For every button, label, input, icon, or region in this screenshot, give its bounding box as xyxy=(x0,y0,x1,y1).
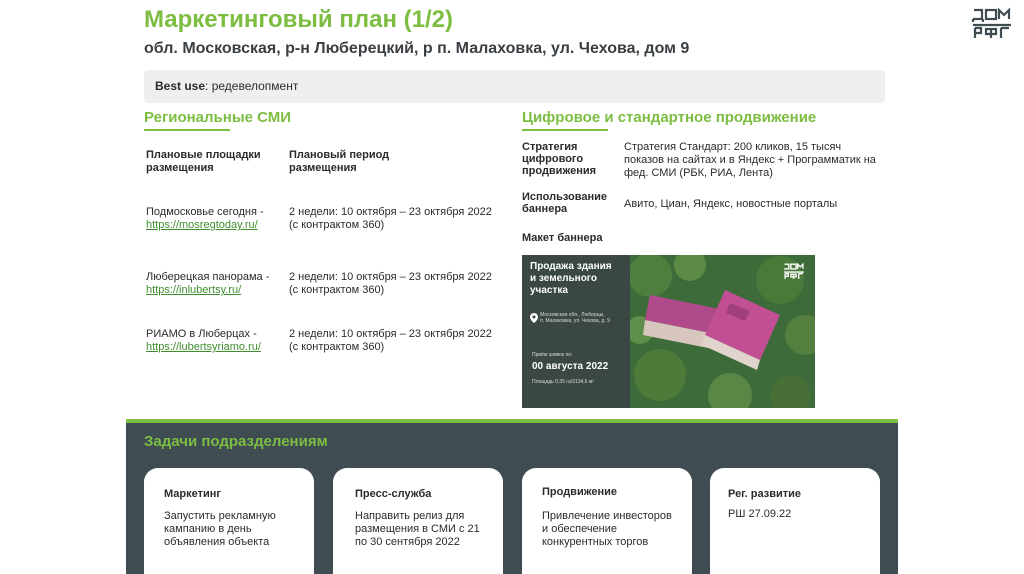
task-card-text-line: кампанию в день xyxy=(164,523,252,535)
location-pin-icon xyxy=(530,313,538,323)
strategy-label-line: Стратегия xyxy=(522,141,578,153)
task-card-press xyxy=(333,468,503,574)
page-title: Маркетинговый план (1/2) xyxy=(144,6,453,33)
strategy-label-line: цифрового xyxy=(522,153,584,165)
task-card-text xyxy=(355,510,495,549)
media-link[interactable]: https://inlubertsy.ru/ xyxy=(146,284,242,296)
task-card-title: Пресс-служба xyxy=(355,488,432,500)
task-card-marketing xyxy=(144,468,314,574)
tasks-panel xyxy=(126,419,898,574)
strategy-value-line: показов на сайтах и в Яндекс + Программатик на xyxy=(624,154,876,166)
banner-area: Площадь 0,35 га/3134,6 м² xyxy=(532,379,594,385)
task-card-text-line: по 30 сентября 2022 xyxy=(355,536,460,548)
best-use-separator: : xyxy=(205,79,212,93)
banner-heading-line: и земельного xyxy=(530,273,597,284)
strategy-value-line: Стратегия Стандарт: 200 кликов, 15 тысяч xyxy=(624,141,842,153)
digital-promo-title: Цифровое и стандартное продвижение xyxy=(522,109,817,126)
media-row-period xyxy=(289,206,492,232)
task-card-title: Рег. развитие xyxy=(728,488,802,500)
media-row-period xyxy=(289,328,492,354)
task-card-text xyxy=(728,508,868,521)
task-card-title: Продвижение xyxy=(542,486,618,498)
task-card-text xyxy=(164,510,304,549)
task-card-text xyxy=(542,510,682,549)
col-head-platforms-line: Плановые площадки xyxy=(146,149,261,161)
col-head-period xyxy=(289,149,389,175)
banner-usage-label xyxy=(522,191,607,215)
media-period: 2 недели: 10 октября – 23 октября 2022 xyxy=(289,271,492,283)
media-name: Люберецкая панорама - xyxy=(146,271,270,283)
task-card-text-line: Привлечение инвесторов xyxy=(542,510,672,522)
col-head-period-line: Плановый период xyxy=(289,149,390,161)
task-card-text-line: РШ 27.09.22 xyxy=(728,508,792,520)
media-link[interactable]: https://mosregtoday.ru/ xyxy=(146,219,258,231)
media-note: (с контрактом 360) xyxy=(289,219,385,231)
banner-usage-value xyxy=(624,198,837,211)
media-row-name xyxy=(146,206,264,232)
banner-usage-label-line: Использование xyxy=(522,191,608,203)
banner-heading xyxy=(530,261,630,297)
best-use-bar xyxy=(144,70,885,103)
media-link[interactable]: https://lubertsyriamo.ru/ xyxy=(146,341,261,353)
task-card-text-line: конкурентных торгов xyxy=(542,536,649,548)
banner-deadline-date: 00 августа 2022 xyxy=(532,361,609,372)
strategy-label-line: продвижения xyxy=(522,165,597,177)
dom-rf-logo xyxy=(971,6,1013,40)
regional-media-underline xyxy=(144,129,230,131)
media-note: (с контрактом 360) xyxy=(289,341,385,353)
media-row-name xyxy=(146,271,269,297)
strategy-value-line: фед. СМИ (РБК, РИА, Лента) xyxy=(624,167,773,179)
dom-rf-logo xyxy=(783,261,805,281)
task-card-text-line: Запустить рекламную xyxy=(164,510,276,522)
media-name: РИАМО в Люберцах - xyxy=(146,328,257,340)
banner-heading-line: участка xyxy=(530,285,568,296)
col-head-platforms xyxy=(146,149,261,175)
task-card-text-line: объявления объекта xyxy=(164,536,270,548)
regional-media-title: Региональные СМИ xyxy=(144,109,292,126)
media-row-name xyxy=(146,328,261,354)
page-subtitle: обл. Московская, р-н Люберецкий, р п. Малаховка, ул. Чехова, дом 9 xyxy=(144,40,690,57)
task-card-text-line: размещения в СМИ с 21 xyxy=(355,523,480,535)
media-row-period xyxy=(289,271,492,297)
col-head-platforms-line: размещения xyxy=(146,162,214,174)
banner-mockup xyxy=(522,255,815,408)
col-head-period-line: размещения xyxy=(289,162,357,174)
banner-deadline-label: Приём заявок по: xyxy=(532,352,573,358)
banner-usage-value-line: Авито, Циан, Яндекс, новостные порталы xyxy=(624,198,838,210)
banner-address xyxy=(540,312,630,324)
tasks-title: Задачи подразделениям xyxy=(144,433,328,450)
task-card-text-line: Направить релиз для xyxy=(355,510,465,522)
media-name: Подмосковье сегодня - xyxy=(146,206,264,218)
media-note: (с контрактом 360) xyxy=(289,284,385,296)
banner-heading-line: Продажа здания xyxy=(530,261,612,272)
digital-promo-underline xyxy=(522,129,608,131)
banner-mockup-label: Макет баннера xyxy=(522,232,603,244)
media-period: 2 недели: 10 октября – 23 октября 2022 xyxy=(289,206,492,218)
task-card-text-line: и обеспечение xyxy=(542,523,618,535)
best-use-label: Best use xyxy=(155,79,206,93)
strategy-label xyxy=(522,141,596,177)
banner-usage-label-line: баннера xyxy=(522,203,568,215)
banner-address-line: Московская обл., Люберцы, xyxy=(540,312,605,318)
task-card-regional xyxy=(710,468,880,574)
task-card-title: Маркетинг xyxy=(164,488,221,500)
best-use-value: редевелопмент xyxy=(211,79,299,93)
banner-address-line: п. Малаховка, ул. Чехова, д. 9 xyxy=(540,318,610,324)
strategy-value xyxy=(624,141,876,180)
media-period: 2 недели: 10 октября – 23 октября 2022 xyxy=(289,328,492,340)
task-card-promotion xyxy=(522,468,692,574)
